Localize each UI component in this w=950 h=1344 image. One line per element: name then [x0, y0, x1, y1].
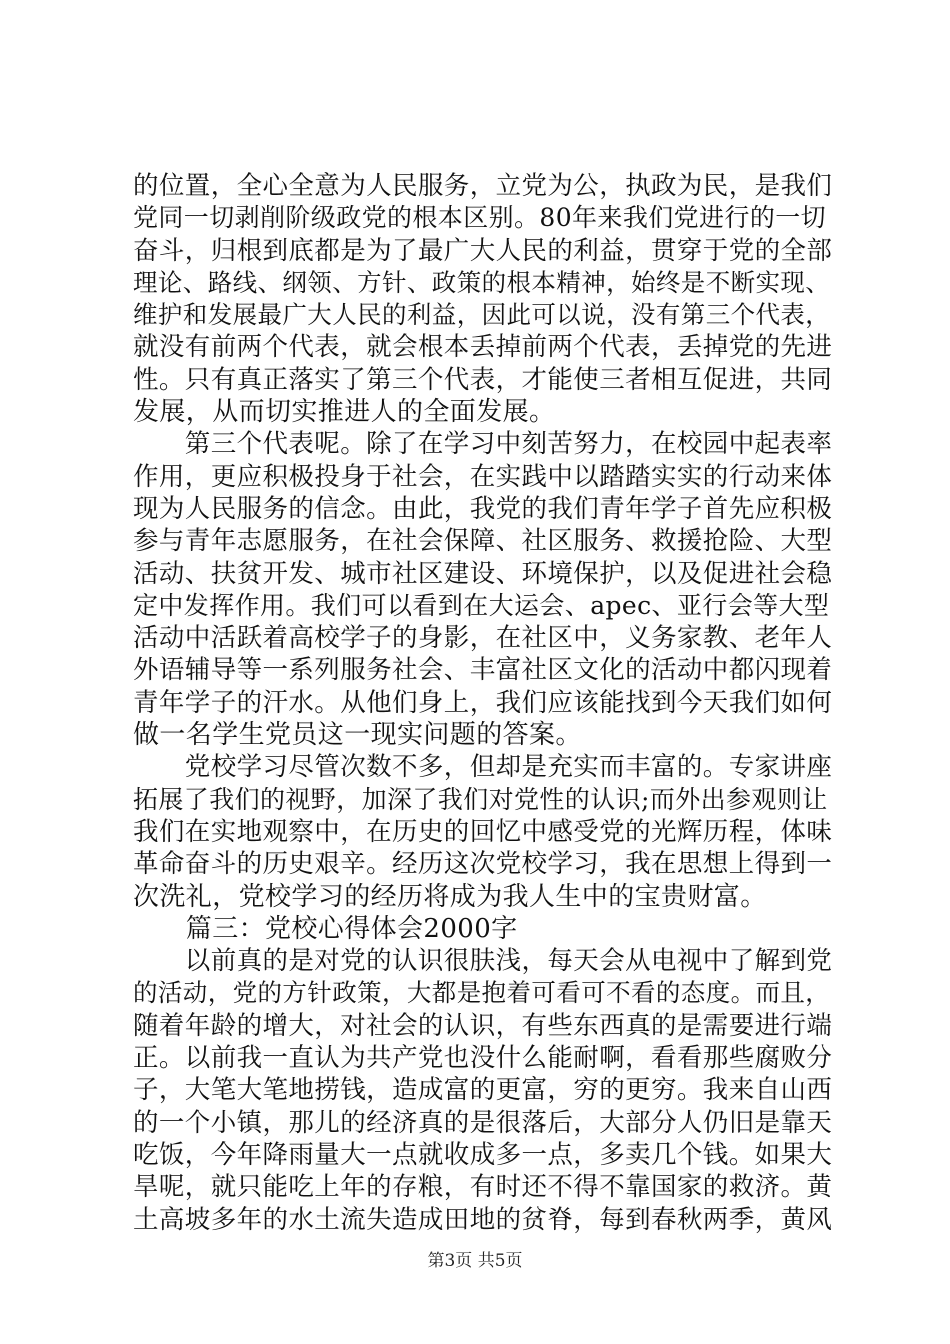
text-line: 拓展了我们的视野，加深了我们对党性的认识;而外出参观则让 — [133, 784, 828, 814]
text-line: 外语辅导等一系列服务社会、丰富社区文化的活动中都闪现着 — [133, 655, 833, 686]
text-line: 定中发挥作用。我们可以看到在大运会、apec、亚行会等大型 — [133, 590, 830, 620]
text-line: 随着年龄的增大，对社会的认识，有些东西真的是需要进行端 — [133, 1010, 833, 1041]
text-line: 理论、路线、纲领、方针、政策的根本精神，始终是不断实现、 — [133, 267, 831, 297]
text-line: 吃饭，今年降雨量大一点就收成多一点，多卖几个钱。如果大 — [133, 1139, 833, 1170]
text-line: 以前真的是对党的认识很肤浅，每天会从电视中了解到党 — [133, 946, 833, 977]
text-line: 就没有前两个代表，就会根本丢掉前两个代表，丢掉党的先进 — [133, 332, 833, 363]
text-line: 性。只有真正落实了第三个代表，才能使三者相互促进，共同 — [133, 364, 833, 395]
text-line: 子，大笔大笔地捞钱，造成富的更富，穷的更穷。我来自山西 — [133, 1075, 833, 1106]
text-line: 革命奋斗的历史艰辛。经历这次党校学习，我在思想上得到一 — [133, 849, 833, 880]
text-line: 次洗礼，党校学习的经历将成为我人生中的宝贵财富。 — [133, 881, 767, 912]
text-line: 青年学子的汗水。从他们身上，我们应该能找到今天我们如何 — [133, 687, 833, 718]
body-text — [133, 170, 833, 1236]
text-line: 作用，更应积极投身于社会，在实践中以踏踏实实的行动来体 — [133, 461, 833, 492]
text-line: 现为人民服务的信念。由此，我党的我们青年学子首先应积极 — [133, 493, 833, 524]
text-line: 的一个小镇，那儿的经济真的是很落后，大部分人仍旧是靠天 — [133, 1107, 833, 1138]
text-line: 党校学习尽管次数不多，但却是充实而丰富的。专家讲座 — [133, 752, 833, 783]
text-line: 党同一切剥削阶级政党的根本区别。80年来我们党进行的一切 — [133, 203, 827, 233]
text-line: 发展，从而切实推进人的全面发展。 — [133, 397, 556, 428]
text-line: 奋斗，归根到底都是为了最广大人民的利益，贯穿于党的全部 — [133, 235, 833, 266]
text-line: 的位置，全心全意为人民服务，立党为公，执政为民，是我们 — [133, 171, 833, 201]
text-line: 正。以前我一直认为共产党也没什么能耐啊，看看那些腐败分 — [133, 1043, 833, 1074]
text-line: 做一名学生党员这一现实问题的答案。 — [133, 720, 582, 751]
text-line: 的活动，党的方针政策，大都是抱着可看可不看的态度。而且， — [133, 978, 831, 1008]
text-line: 土高坡多年的水土流失造成田地的贫脊，每到春秋两季，黄风 — [133, 1204, 833, 1235]
text-line: 维护和发展最广大人民的利益，因此可以说，没有第三个代表， — [133, 300, 831, 330]
text-line: 参与青年志愿服务，在社会保障、社区服务、救援抢险、大型 — [133, 526, 833, 557]
text-line: 第三个代表呢。除了在学习中刻苦努力，在校园中起表率 — [133, 429, 833, 460]
text-line: 活动、扶贫开发、城市社区建设、环境保护，以及促进社会稳 — [133, 558, 833, 589]
text-line: 旱呢，就只能吃上年的存粮，有时还不得不靠国家的救济。黄 — [133, 1172, 833, 1203]
text-line: 活动中活跃着高校学子的身影，在社区中，义务家教、老年人 — [133, 623, 833, 654]
text-line: 我们在实地观察中，在历史的回忆中感受党的光辉历程，体味 — [133, 816, 833, 847]
page-footer: 第3页 共5页 — [427, 1251, 523, 1271]
text-line: 篇三：党校心得体会2000字 — [133, 913, 518, 944]
